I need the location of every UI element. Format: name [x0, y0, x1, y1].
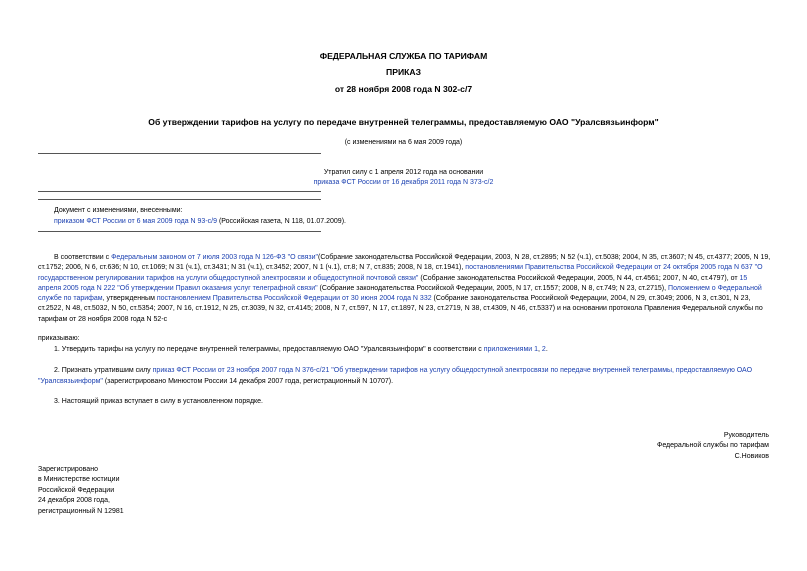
preamble-text: (Собрание законодательства Российской Федерации, 2005, N 17, ст.1557; 2008, N 8, ст.749; N 23, ст.2715), — [317, 284, 669, 292]
signature-position: Руководитель — [723, 432, 769, 439]
order-date-number: от 28 ноября 2008 года N 302-с/7 — [334, 84, 473, 94]
appendix-1-link[interactable]: приложениями 1 — [483, 346, 539, 353]
government-decree-332-link[interactable]: постановлением Правительства Российской Федерации от 30 июня 2004 года N 332 — [156, 295, 432, 303]
repealed-order-link[interactable]: приказ ФСТ России от 23 ноября 2007 года N 376-с/21 "Об утверждении тарифов на услугу общедоступной электросвязи по передаче внутренней телеграммы, предоставляемую ОАО "Уралсвязьинформ" — [38, 367, 753, 385]
separator-line — [38, 199, 321, 200]
preamble-text: , утвержденным — [102, 295, 157, 303]
order-item-2 — [38, 366, 771, 387]
registration-block — [38, 465, 124, 517]
registration-line: Зарегистрировано — [38, 466, 98, 473]
signature-name: С.Новиков — [734, 452, 769, 460]
document-title: Об утверждении тарифов на услугу по передаче внутренней телеграммы, предоставляемую ОАО "Уралсвязьинформ" — [148, 117, 659, 127]
order-item-1 — [54, 345, 548, 355]
item-text: 1. Утвердить тарифы на услугу по передаче внутренней телеграммы, предоставляемую ОАО "Уралсвязьинформ" в соответствии с — [54, 346, 484, 353]
separator-line — [38, 231, 321, 232]
order-item-3: 3. Настоящий приказ вступает в силу в установленном порядке. — [54, 398, 264, 405]
preamble-text: (Собрание законодательства Российской Федерации, 2005, N 44, ст.4561; 2007, N 40, ст.4797), от — [418, 274, 740, 282]
appendix-2-link[interactable]: 2 — [541, 346, 546, 353]
changes-document-source: (Российская газета, N 118, 01.07.2009). — [217, 217, 346, 225]
item-text: . — [545, 346, 548, 353]
registration-number: регистрационный N 12981 — [38, 507, 124, 515]
changes-note: (с изменениями на 6 мая 2009 года) — [344, 139, 463, 146]
decree-word: приказываю: — [38, 335, 80, 342]
communications-law-link[interactable]: Федеральным законом от 7 июля 2003 года N 126-ФЗ "О связи" — [111, 254, 319, 261]
registration-line: Российской Федерации — [38, 486, 115, 494]
separator-line — [38, 191, 321, 192]
preamble-text: В соответствии с — [54, 254, 112, 261]
signature-organization: Федеральной службы по тарифам — [657, 442, 769, 450]
item-text: , — [538, 346, 542, 353]
item-text: 2. Признать утратившим силу — [54, 367, 153, 374]
lost-force-text: Утратил силу с 1 апреля 2012 года на основании — [323, 169, 484, 176]
registration-date: 24 декабря 2008 года, — [38, 497, 110, 505]
preamble-paragraph — [38, 253, 771, 325]
signature-block — [657, 431, 769, 462]
lost-force-link[interactable]: приказа ФСТ России от 16 декабря 2011 года N 373-с/2 — [313, 179, 494, 186]
document-type-heading: ПРИКАЗ — [386, 67, 421, 77]
preamble-text: (Собрание законодательства Российской Федерации, 2003, N 28, ст.2895; N 52 (ч.1), ст.5038; 2004, N 35, ст.3607; N 45, ст.4377; 2005, N 19, ст.1752; 2006, N 6, ст.636; N 10, ст.1069; N 31 (ч.1), ст.3431; N 31 (ч.1), ст.3452; 2007, N 1 (ч.1), ст.8; N 7, ст.835; 2008, N 18, ст.1941), — [38, 254, 771, 272]
changes-document-block — [54, 206, 554, 227]
preamble-text: (Собрание законодательства Российской Федерации, 2004, N 29, ст.3049; 2006, N 3, ст.301, N 23, ст.2522, N 48, ст.5032, N 50, ст.5354; 2007, N 16, ст.1912, N 25, ст.3039, N 32, ст.4145; 2008, N 7, ст.597, N 17, ст.1897, N 23, ст.2719, N 38, ст.4309, N 46, ст.5337) и на основании протокола Правления Федеральной службы по тарифам от 28 ноября 2008 года N 52-с — [38, 295, 763, 323]
government-decree-222-link[interactable]: 15 апреля 2005 года N 222 "Об утверждении Правил оказания услуг телеграфной связи" — [38, 274, 748, 292]
agency-heading: ФЕДЕРАЛЬНАЯ СЛУЖБА ПО ТАРИФАМ — [319, 51, 488, 61]
registration-line: в Министерстве юстиции — [38, 476, 120, 484]
lost-force-notice — [0, 168, 807, 188]
separator-line — [38, 153, 321, 154]
changes-document-label: Документ с изменениями, внесенными: — [54, 207, 183, 214]
changes-document-link[interactable]: приказом ФСТ России от 6 мая 2009 года N 93-с/9 — [54, 217, 217, 225]
government-decree-637-link[interactable]: постановлениями Правительства Российской Федерации от 24 октября 2005 года N 637 "О государственном регулировании тарифов на услуги общедоступной электросвязи и общедоступной почтовой связи" — [38, 264, 763, 282]
fst-regulation-link[interactable]: Положением о Федеральной службе по тарифам — [38, 284, 762, 303]
item-text: (зарегистрировано Минюстом России 14 декабря 2007 года, регистрационный N 10707). — [102, 377, 394, 385]
